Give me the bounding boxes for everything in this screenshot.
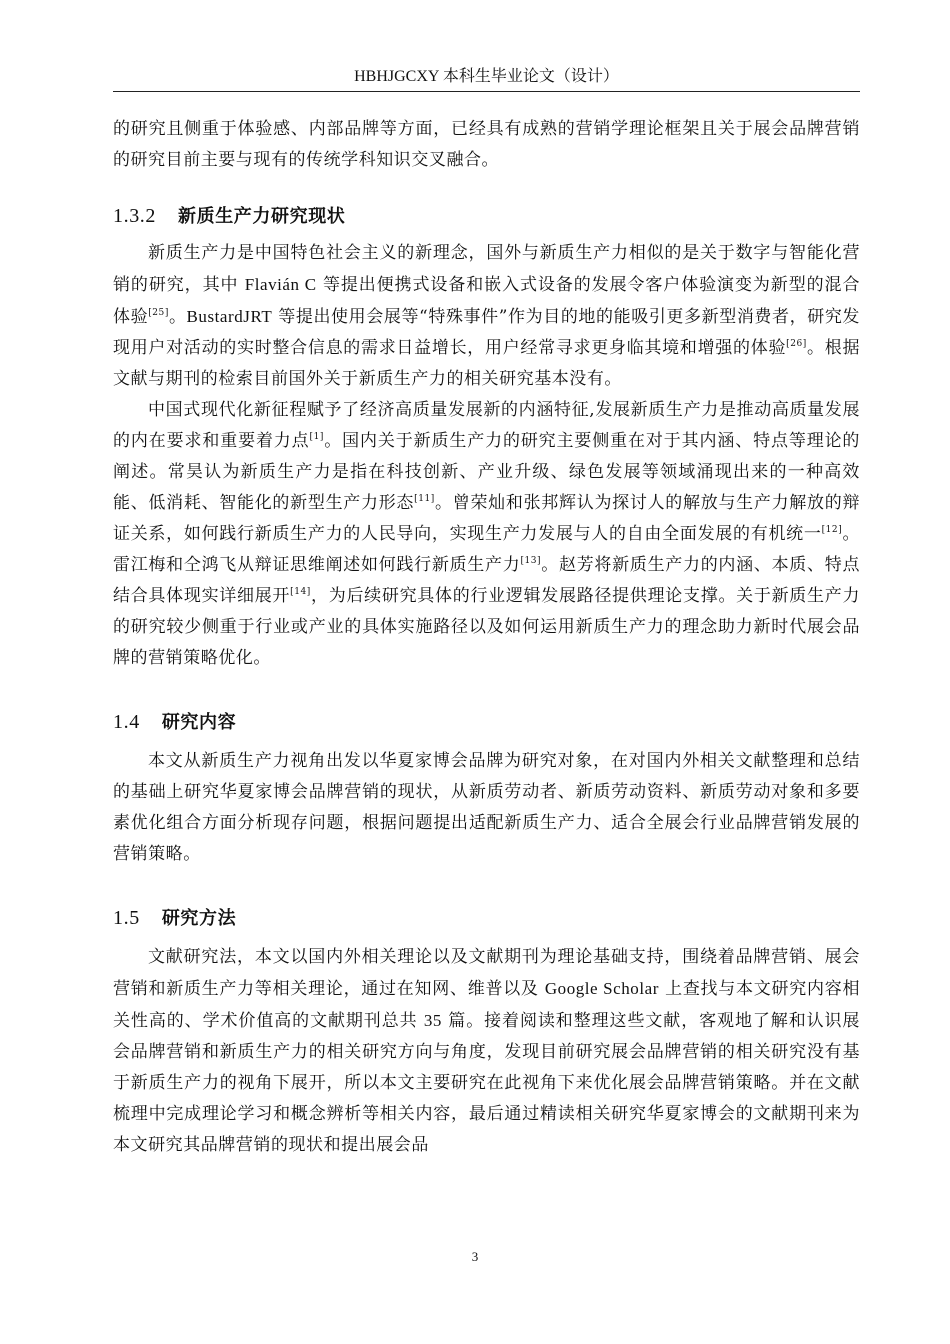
page-number: 3 bbox=[471, 1249, 479, 1264]
citation-ref: [12] bbox=[821, 525, 843, 535]
page-body bbox=[113, 114, 860, 1161]
citation-ref: [13] bbox=[520, 556, 542, 566]
citation-ref: [25] bbox=[148, 308, 169, 318]
section-heading-1-4 bbox=[113, 708, 860, 734]
paragraph-research-content: 本文从新质生产力视角出发以华夏家博会品牌为研究对象，在对国内外相关文献整理和总结的基础上研究华夏家博会品牌营销的现状，从新质劳动者、新质劳动资料、新质劳动对象和多要素优化组合方面分析现存问题，根据问题提出适配新质生产力、适合全展会行业品牌营销发展的营销策略。 bbox=[113, 751, 860, 864]
text-run: 。曾荣灿和张邦辉认为探讨人的解放与生产力解放的辩证关系，如何践行新质生产力的人民导向，实现生产力发展与人的自由全面发展的有机统一 bbox=[113, 493, 860, 544]
section-number: 1.3.2 bbox=[113, 205, 156, 227]
literature-count: 35 bbox=[423, 1011, 442, 1030]
header-divider bbox=[113, 91, 860, 92]
text-run: 等提出便携式设备和嵌入式设备的发展令客户体验演变为新型的混合体验 bbox=[113, 275, 861, 327]
text-run: 篇。接着阅读和整理这些文献，客观地了解和认识展会品牌营销和新质生产力的相关研究方向与角度，发现目前研究展会品牌营销的相关研究没有基于新质生产力的视角下展开，所以本文主要研究在此视角下来优化展会品牌营销策略。并在文献梳理中完成理论学习和概念辨析等相关内容，最后通过精读相关研究华夏家博会的文献期刊来为本文研究其品牌营销的现状和提出展会品 bbox=[113, 1011, 860, 1155]
section-title: 新质生产力研究现状 bbox=[178, 206, 346, 227]
citation-ref: [11] bbox=[414, 494, 435, 504]
paragraph-research-method bbox=[113, 942, 860, 1161]
text-run: 中国式现代化新征程赋予了经济高质量发展新的内涵特征,发展新质生产力是推动高质量发展的内在要求和重要着力点 bbox=[113, 400, 860, 451]
author-name: Flavián C bbox=[244, 275, 317, 294]
text-run: ，为后续研究具体的行业逻辑发展路径提供理论支撑。关于新质生产力的研究较少侧重于行业或产业的具体实施路径以及如何运用新质生产力的理念助力新时代展会品牌的营销策略优化。 bbox=[113, 586, 860, 668]
source-name: Google Scholar bbox=[544, 979, 659, 998]
section-number: 1.4 bbox=[113, 711, 140, 733]
text-run: 文献研究法，本文以国内外相关理论以及文献期刊为理论基础支持，围绕着品牌营销、展会营销和新质生产力等相关理论，通过在知网、维普以及 bbox=[113, 947, 860, 999]
text-run: 。根据文献与期刊的检索目前国外关于新质生产力的相关研究基本没有。 bbox=[113, 338, 860, 389]
section-title: 研究内容 bbox=[161, 712, 237, 733]
text-run: 。国内关于新质生产力的研究主要侧重在对于其内涵、特点等理论的阐述。常昊认为新质生产力是指在科技创新、产业升级、绿色发展等领域涌现出来的一种高效能、低消耗、智能化的新型生产力形态 bbox=[113, 431, 860, 513]
text-run: 。赵芳将新质生产力的内涵、本质、特点结合具体现实详细展开 bbox=[113, 555, 860, 606]
section-number: 1.5 bbox=[113, 907, 140, 929]
text-run: 上查找与本文研究内容相关性高的、学术价值高的文献期刊总共 bbox=[113, 979, 860, 1031]
text-run: 。雷江梅和仝鸿飞从辩证思维阐述如何践行新质生产力 bbox=[113, 524, 860, 575]
text-run: 。 bbox=[168, 307, 187, 327]
citation-ref: [14] bbox=[290, 587, 311, 597]
intro-paragraph: 的研究且侧重于体验感、内部品牌等方面，已经具有成熟的营销学理论框架且关于展会品牌营销的研究目前主要与现有的传统学科知识交叉融合。 bbox=[113, 119, 860, 170]
citation-ref: [1] bbox=[309, 432, 324, 442]
text-run: 等提出使用会展等“特殊事件”作为目的地的能吸引更多新型消费者，研究发现用户对活动的实时整合信息的需求日益增长，用户经常寻求更身临其境和增强的体验 bbox=[113, 307, 860, 358]
author-name: BustardJRT bbox=[186, 307, 273, 326]
section-title: 研究方法 bbox=[161, 908, 237, 929]
section-heading-1-3-2 bbox=[113, 202, 860, 228]
paragraph-domestic-research bbox=[113, 395, 860, 674]
text-run: 新质生产力是中国特色社会主义的新理念，国外与新质生产力相似的是关于数字与智能化营销的研究，其中 bbox=[113, 243, 860, 295]
section-heading-1-5 bbox=[113, 904, 860, 930]
running-header: HBHJGCXY 本科生毕业论文（设计） bbox=[354, 68, 619, 85]
citation-ref: [26] bbox=[786, 339, 807, 349]
paragraph-foreign-research bbox=[113, 238, 860, 395]
